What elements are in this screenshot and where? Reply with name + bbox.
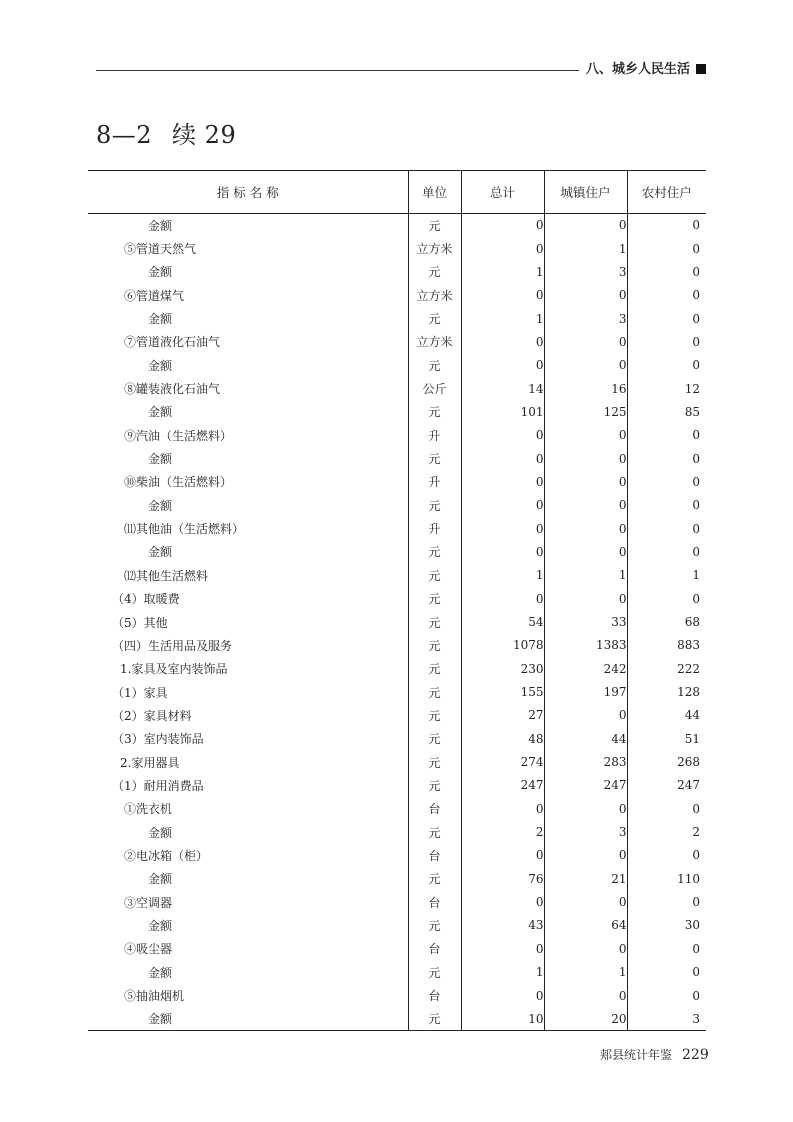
row-unit: 元 [408, 634, 461, 657]
row-rural: 12 [627, 377, 706, 400]
footer [600, 1046, 709, 1063]
row-rural: 0 [627, 540, 706, 563]
row-urban: 0 [544, 540, 627, 563]
table-row [88, 284, 706, 307]
row-rural: 0 [627, 494, 706, 517]
table-row [88, 564, 706, 587]
table-row [88, 634, 706, 657]
row-urban: 283 [544, 750, 627, 773]
table-row [88, 774, 706, 797]
row-urban: 64 [544, 914, 627, 937]
row-unit: 元 [408, 774, 461, 797]
row-total: 0 [461, 214, 544, 237]
row-total: 0 [461, 330, 544, 353]
row-rural: 0 [627, 447, 706, 470]
row-unit: 公斤 [408, 377, 461, 400]
row-rural: 2 [627, 820, 706, 843]
row-name: 1.家具及室内装饰品 [120, 662, 228, 677]
row-name: 金额 [148, 452, 173, 467]
col-header-total: 总计 [461, 171, 544, 214]
table-row [88, 400, 706, 423]
row-total: 230 [461, 657, 544, 680]
row-name: ②电冰箱（柜） [124, 848, 209, 863]
table-row [88, 470, 706, 493]
row-unit: 立方米 [408, 330, 461, 353]
row-total: 1 [461, 961, 544, 984]
section-title-text: 八、城乡人民生活 [586, 62, 691, 77]
row-urban: 197 [544, 680, 627, 703]
table-title [96, 115, 236, 150]
row-total: 0 [461, 517, 544, 540]
row-rural: 0 [627, 330, 706, 353]
row-rural: 0 [627, 844, 706, 867]
row-urban: 0 [544, 517, 627, 540]
row-name: （4）取暖费 [112, 592, 180, 607]
row-urban: 0 [544, 330, 627, 353]
row-unit: 元 [408, 214, 461, 237]
row-urban: 33 [544, 610, 627, 633]
row-total: 0 [461, 587, 544, 610]
col-header-urban: 城镇住户 [544, 171, 627, 214]
row-urban: 0 [544, 797, 627, 820]
row-total: 0 [461, 424, 544, 447]
row-name: ⑨汽油（生活燃料） [124, 428, 233, 443]
row-name: 金额 [148, 405, 173, 420]
row-urban: 0 [544, 984, 627, 1007]
row-unit: 元 [408, 704, 461, 727]
table-row [88, 214, 706, 237]
row-urban: 0 [544, 424, 627, 447]
row-name: ⑥管道煤气 [124, 288, 185, 303]
section-title [586, 58, 706, 77]
row-unit: 立方米 [408, 284, 461, 307]
row-total: 27 [461, 704, 544, 727]
col-header-unit: 单位 [408, 171, 461, 214]
table-row [88, 1007, 706, 1030]
page-number: 229 [682, 1047, 709, 1063]
row-unit: 升 [408, 424, 461, 447]
row-rural: 0 [627, 517, 706, 540]
row-rural: 268 [627, 750, 706, 773]
row-unit: 元 [408, 354, 461, 377]
row-total: 155 [461, 680, 544, 703]
row-rural: 247 [627, 774, 706, 797]
table-row [88, 727, 706, 750]
row-name: 金额 [148, 265, 173, 280]
row-name: ⑦管道液化石油气 [124, 335, 221, 350]
table-row [88, 260, 706, 283]
table-row [88, 914, 706, 937]
row-total: 10 [461, 1007, 544, 1030]
row-rural: 128 [627, 680, 706, 703]
row-name: ⑾其他油（生活燃料） [124, 522, 245, 537]
row-unit: 台 [408, 984, 461, 1007]
row-total: 76 [461, 867, 544, 890]
table-row [88, 844, 706, 867]
row-unit: 元 [408, 680, 461, 703]
row-unit: 元 [408, 750, 461, 773]
table-row [88, 517, 706, 540]
row-name: （1）耐用消费品 [112, 778, 204, 793]
row-unit: 元 [408, 914, 461, 937]
row-total: 0 [461, 494, 544, 517]
table-row [88, 867, 706, 890]
row-rural: 110 [627, 867, 706, 890]
row-unit: 元 [408, 820, 461, 843]
row-total: 0 [461, 447, 544, 470]
row-urban: 3 [544, 820, 627, 843]
row-name: ①洗衣机 [124, 802, 173, 817]
row-name: ⑩柴油（生活燃料） [124, 475, 233, 490]
row-total: 0 [461, 984, 544, 1007]
row-total: 0 [461, 890, 544, 913]
row-rural: 85 [627, 400, 706, 423]
row-total: 0 [461, 470, 544, 493]
row-urban: 44 [544, 727, 627, 750]
row-urban: 1383 [544, 634, 627, 657]
row-urban: 20 [544, 1007, 627, 1030]
row-urban: 0 [544, 214, 627, 237]
table-row [88, 237, 706, 260]
row-rural: 1 [627, 564, 706, 587]
row-unit: 元 [408, 1007, 461, 1030]
row-unit: 元 [408, 657, 461, 680]
row-unit: 元 [408, 494, 461, 517]
row-name: 金额 [88, 1007, 408, 1030]
row-rural: 0 [627, 587, 706, 610]
row-urban: 1 [544, 237, 627, 260]
row-total: 1078 [461, 634, 544, 657]
row-total: 247 [461, 774, 544, 797]
row-name: （3）室内装饰品 [112, 732, 204, 747]
row-urban: 0 [544, 284, 627, 307]
table-number: 8—2 [96, 121, 153, 149]
col-header-indicator: 指 标 名 称 [88, 171, 408, 214]
row-unit: 立方米 [408, 237, 461, 260]
row-total: 48 [461, 727, 544, 750]
row-name: （5）其他 [112, 615, 168, 630]
row-urban: 0 [544, 890, 627, 913]
row-name: ⑤管道天然气 [124, 242, 197, 257]
row-unit: 元 [408, 867, 461, 890]
row-total: 0 [461, 797, 544, 820]
row-unit: 元 [408, 610, 461, 633]
row-urban: 0 [544, 494, 627, 517]
row-total: 0 [461, 844, 544, 867]
row-unit: 台 [408, 937, 461, 960]
row-total: 43 [461, 914, 544, 937]
row-unit: 元 [408, 564, 461, 587]
row-name: 金额 [148, 545, 173, 560]
row-name: 金额 [148, 498, 173, 513]
row-unit: 元 [408, 447, 461, 470]
table-row [88, 330, 706, 353]
row-rural: 0 [627, 237, 706, 260]
row-total: 1 [461, 564, 544, 587]
table-row [88, 820, 706, 843]
row-name: ④吸尘器 [124, 942, 173, 957]
row-urban: 242 [544, 657, 627, 680]
row-rural: 0 [627, 797, 706, 820]
row-rural: 0 [627, 354, 706, 377]
row-total: 0 [461, 284, 544, 307]
row-rural: 0 [627, 424, 706, 447]
row-name: 2.家用器具 [120, 755, 180, 770]
row-name: （2）家具材料 [112, 708, 192, 723]
row-urban: 1 [544, 564, 627, 587]
row-name: 金额 [148, 358, 173, 373]
row-urban: 247 [544, 774, 627, 797]
row-name: 金额 [148, 218, 173, 233]
header-rule [96, 70, 579, 71]
row-urban: 0 [544, 844, 627, 867]
table-row [88, 797, 706, 820]
section-square-icon [696, 64, 706, 74]
table-row [88, 494, 706, 517]
row-rural: 0 [627, 307, 706, 330]
table-row [88, 447, 706, 470]
row-name: ⑿其他生活燃料 [124, 568, 209, 583]
row-unit: 元 [408, 260, 461, 283]
table-body [88, 214, 706, 1031]
row-rural: 0 [627, 890, 706, 913]
row-urban: 0 [544, 447, 627, 470]
row-rural: 0 [627, 470, 706, 493]
row-unit: 元 [408, 307, 461, 330]
row-rural: 30 [627, 914, 706, 937]
row-rural: 222 [627, 657, 706, 680]
table-row [88, 377, 706, 400]
row-unit: 台 [408, 844, 461, 867]
row-total: 0 [461, 237, 544, 260]
row-unit: 元 [408, 961, 461, 984]
row-total: 54 [461, 610, 544, 633]
row-name: ⑤抽油烟机 [124, 989, 185, 1004]
row-urban: 21 [544, 867, 627, 890]
row-name: （四）生活用品及服务 [112, 638, 233, 653]
row-name: 金额 [148, 825, 173, 840]
table-row [88, 610, 706, 633]
row-total: 0 [461, 540, 544, 563]
row-name: 金额 [148, 312, 173, 327]
row-rural: 0 [627, 937, 706, 960]
row-name: （1）家具 [112, 685, 168, 700]
row-unit: 元 [408, 587, 461, 610]
row-rural: 0 [627, 284, 706, 307]
table-row [88, 587, 706, 610]
table-row [88, 307, 706, 330]
row-urban: 0 [544, 587, 627, 610]
row-rural: 51 [627, 727, 706, 750]
row-urban: 3 [544, 260, 627, 283]
row-name: 金额 [148, 918, 173, 933]
row-rural: 68 [627, 610, 706, 633]
row-unit: 元 [408, 400, 461, 423]
table-row [88, 657, 706, 680]
row-rural: 0 [627, 984, 706, 1007]
row-unit: 升 [408, 470, 461, 493]
row-urban: 3 [544, 307, 627, 330]
table-subtitle: 续 29 [172, 121, 237, 149]
table-row [88, 354, 706, 377]
row-urban: 0 [544, 704, 627, 727]
row-unit: 台 [408, 797, 461, 820]
row-unit: 升 [408, 517, 461, 540]
table-row [88, 540, 706, 563]
row-urban: 0 [544, 354, 627, 377]
data-table [88, 170, 706, 1031]
row-rural: 0 [627, 961, 706, 984]
row-urban: 125 [544, 400, 627, 423]
row-total: 274 [461, 750, 544, 773]
row-total: 0 [461, 354, 544, 377]
row-name: ③空调器 [124, 895, 173, 910]
row-rural: 3 [627, 1007, 706, 1030]
row-total: 0 [461, 937, 544, 960]
row-urban: 16 [544, 377, 627, 400]
row-name: ⑧罐装液化石油气 [124, 382, 221, 397]
row-name: 金额 [148, 965, 173, 980]
table-row [88, 704, 706, 727]
row-total: 1 [461, 307, 544, 330]
row-rural: 0 [627, 260, 706, 283]
table-row [88, 890, 706, 913]
row-rural: 44 [627, 704, 706, 727]
row-rural: 0 [627, 214, 706, 237]
row-total: 2 [461, 820, 544, 843]
row-total: 1 [461, 260, 544, 283]
row-urban: 0 [544, 470, 627, 493]
row-total: 101 [461, 400, 544, 423]
book-title: 郏县统计年鉴 [600, 1048, 673, 1062]
table-row [88, 937, 706, 960]
table-row [88, 424, 706, 447]
row-urban: 0 [544, 937, 627, 960]
row-unit: 元 [408, 727, 461, 750]
table-row [88, 984, 706, 1007]
col-header-rural: 农村住户 [627, 171, 706, 214]
row-name: 金额 [148, 872, 173, 887]
row-urban: 1 [544, 961, 627, 984]
row-unit: 台 [408, 890, 461, 913]
table-row [88, 750, 706, 773]
table-row [88, 961, 706, 984]
row-total: 14 [461, 377, 544, 400]
row-rural: 883 [627, 634, 706, 657]
table-row [88, 680, 706, 703]
table-header-row [88, 171, 706, 214]
row-unit: 元 [408, 540, 461, 563]
